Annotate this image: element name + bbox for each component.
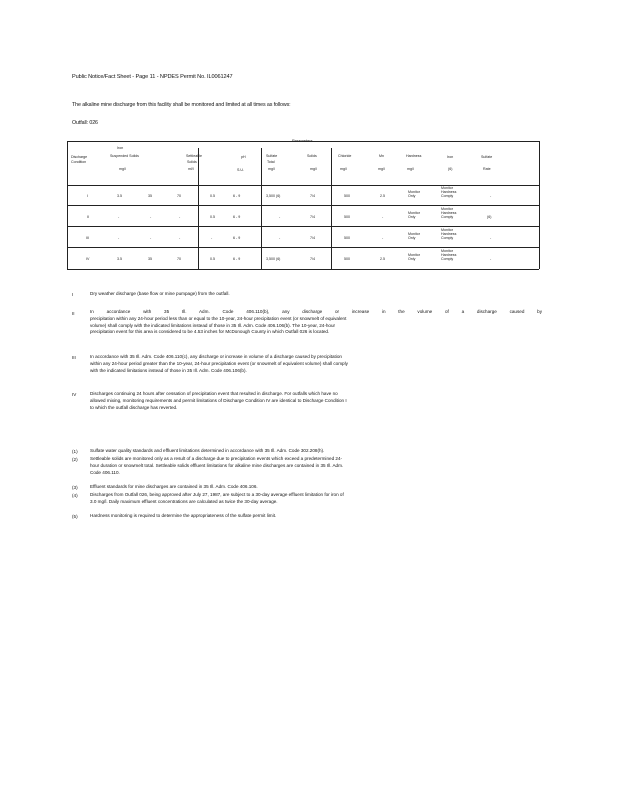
col-header: Chloride [338, 154, 352, 158]
table-cell: Monitor Only [408, 253, 420, 261]
table-cell: - [382, 236, 384, 240]
condition-line: within any 24-hour period greater than the 10-year, 24-hour precipitation event (or snowmelt of equivalent volume) shall comply [90, 360, 348, 366]
table-cell: - [382, 215, 384, 219]
footnote-text [90, 456, 343, 476]
table-cell: 7/4 [310, 236, 315, 240]
col-header: mg/l [340, 167, 347, 171]
col-header: mg/l [119, 167, 126, 171]
footnote-number: (1) [72, 449, 78, 454]
table-rule [67, 185, 539, 186]
table-cell: 35 [148, 194, 152, 198]
table-cell: 35 [148, 257, 152, 261]
col-header: Total [267, 160, 275, 164]
table-cell: 0.5 [210, 215, 215, 219]
row-condition: III [86, 236, 89, 240]
condition-text: Dry weather discharge (base flow or mine pumpage) from the outfall. [90, 291, 230, 296]
table-rule [67, 247, 539, 248]
outfall-label: Outfall: 026 [72, 120, 98, 126]
table-cell: - [150, 215, 152, 219]
table-cell: - [490, 236, 492, 240]
table-cell: Monitor Hardness Comply [441, 228, 457, 240]
condition-text [90, 354, 348, 374]
condition-line: Discharges continuing 24 hours after cessation of precipitation event that resulted in discharge. For outfalls which have no [90, 391, 338, 396]
col-header: Rate [483, 167, 491, 171]
table-rule [67, 205, 539, 206]
col-header: Iron [117, 146, 124, 150]
table-cell: 6 - 9 [233, 257, 241, 261]
condition-text [90, 309, 542, 336]
table-cell: 0.5 [210, 257, 215, 261]
table-rule [331, 148, 332, 269]
table-cell: - [179, 215, 181, 219]
condition-line: In accordance with 35 Ill. Adm. Code 406.110(c), any discharge or increase in volume of a discharge caused by precipitation [90, 354, 342, 359]
col-header: S.U. [237, 168, 244, 172]
col-header: mg/l [378, 167, 385, 171]
col-header: ml/l [188, 167, 194, 171]
table-cell: Monitor Only [408, 232, 420, 240]
table-cell: 3,500 (6) [266, 257, 281, 261]
table-group-label: Parameters [292, 138, 313, 143]
table-cell: 3.5 [117, 257, 122, 261]
col-header: Iron [447, 155, 454, 159]
table-cell: (6) [487, 215, 492, 219]
table-cell: 500 [344, 236, 350, 240]
col-header: Settleable [186, 154, 202, 158]
table-cell: 3,500 (6) [266, 194, 281, 198]
table-rule [67, 226, 539, 227]
intro-text: The alkaline mine discharge from this facility shall be monitored and limited at all times as follows: [72, 102, 291, 108]
condition-line: allowed mixing, monitoring requirements and permit limitations of Discharge Condition IV are identical to Discharge Condition I [90, 397, 347, 403]
condition-line: In accordance with 35 Ill. Adm. Code 406.110(b), any discharge or increase in the volume of a discharge caused by [90, 309, 542, 314]
footnote-line: Settleable solids are monitored only as a result of a discharge due to precipitation events which exceed a predetermined 24- [90, 456, 343, 461]
footnote-line: Discharges from Outfall 026, being approved after July 27, 1987, are subject to a 30-day average effluent limitation for iron of [90, 492, 344, 497]
table-cell: 70 [177, 257, 181, 261]
footnote-text [90, 448, 324, 455]
footnote-line: Effluent standards for mine discharges are contained in 35 Ill. Adm. Code 406.106. [90, 484, 258, 489]
col-header: Solids [307, 154, 317, 158]
condition-line: with the indicated limitations instead of those in 35 Ill. Adm. Code 406.106(b). [90, 367, 247, 373]
table-cell: - [150, 236, 152, 240]
parameters-table [67, 138, 539, 269]
table-cell: Monitor Only [408, 190, 420, 198]
condition-number: I [72, 292, 74, 297]
footnote-number: (5) [72, 514, 78, 519]
table-cell: 6 - 9 [233, 215, 241, 219]
footnote-number: (2) [72, 457, 78, 462]
col-header: (6) [448, 167, 453, 171]
condition-text [90, 391, 347, 411]
row-condition: I [87, 194, 88, 198]
condition-number: III [72, 355, 76, 360]
col-discharge-2: Condition [71, 160, 87, 164]
footnote-line: hour duration or snowmelt total. Settleable solids effluent limitations for alkaline mine discharges are contained in 35 Ill. Adm. [90, 462, 344, 468]
col-header: Sulfate [266, 154, 278, 158]
footnote-number: (4) [72, 493, 78, 498]
col-discharge-1: Discharge [71, 155, 88, 159]
table-cell: Monitor Only [408, 211, 420, 219]
condition-line: precipitation within any 24-hour period less than or equal to the 10-year, 24-hour precipitation event (or snowmelt of equivalent [90, 315, 347, 321]
col-header: mg/l [407, 167, 414, 171]
col-header: Hardness [406, 154, 422, 158]
footnote-text [90, 513, 276, 520]
col-header: mg/l [310, 167, 317, 171]
table-rule [67, 141, 68, 269]
col-header: Mn [379, 154, 384, 158]
table-cell: Monitor Hardness Comply [441, 249, 457, 261]
table-cell: Monitor Hardness Comply [441, 186, 457, 198]
table-cell: 7/4 [310, 215, 315, 219]
footnote-text [90, 492, 344, 506]
footnote-line: Sulfate water quality standards and effluent limitations determined in accordance with 35 Ill. Adm. Code 302.208(h). [90, 448, 325, 453]
col-header: Suspended Solids [110, 154, 139, 158]
table-cell: 6 - 9 [233, 236, 241, 240]
row-condition: II [87, 215, 89, 219]
page-header: Public Notice/Fact Sheet - Page 11 - NPDES Permit No. IL0061247 [72, 74, 233, 80]
row-condition: IV [86, 257, 90, 261]
table-cell: - [118, 215, 120, 219]
table-rule [261, 148, 262, 269]
table-cell: 500 [344, 257, 350, 261]
condition-number: II [72, 311, 75, 316]
table-cell: 70 [177, 194, 181, 198]
footnote-line: 3.0 mg/l. Daily maximum effluent concentrations are calculated as twice the 30-day average. [90, 498, 278, 504]
table-cell: - [490, 257, 492, 261]
table-cell: 2.5 [380, 257, 385, 261]
table-cell: 3.5 [117, 194, 122, 198]
table-cell: 500 [344, 194, 350, 198]
table-cell: 500 [344, 215, 350, 219]
col-header: mg/l [268, 167, 275, 171]
table-rule [539, 141, 540, 269]
col-header: Sulfate [481, 155, 493, 159]
footnote-text [90, 484, 258, 491]
col-header: pH [241, 155, 246, 159]
footnote-line: Hardness monitoring is required to determine the appropriateness of the sulfate permit limit. [90, 513, 277, 518]
footnote-number: (3) [72, 485, 78, 490]
table-cell: 6 - 9 [233, 194, 241, 198]
table-cell: 7/4 [310, 257, 315, 261]
table-cell: - [279, 236, 281, 240]
table-cell: 7/4 [310, 194, 315, 198]
table-cell: - [490, 194, 492, 198]
condition-number: IV [72, 392, 77, 397]
table-cell: 0.5 [210, 194, 215, 198]
condition-line: precipitation event for this area is considered to be 4.53 inches for McDonough County in which Outfall 026 is located. [90, 329, 330, 335]
table-cell: - [179, 236, 181, 240]
table-cell: - [211, 236, 213, 240]
footnote-line: Code 406.110. [90, 469, 120, 475]
table-rule [67, 269, 539, 270]
condition-line: to which the outfall discharge has reverted. [90, 404, 178, 410]
table-cell: - [118, 236, 120, 240]
table-cell: - [279, 215, 281, 219]
table-cell: Monitor Hardness Comply [441, 207, 457, 219]
col-header: Solids [187, 160, 197, 164]
condition-line: volume) shall comply with the indicated limitations instead of those in 35 Ill. Adm. Code 406.106(b). The 10-year, 24-hour [90, 322, 336, 328]
table-rule [198, 148, 199, 269]
table-cell: 2.5 [380, 194, 385, 198]
